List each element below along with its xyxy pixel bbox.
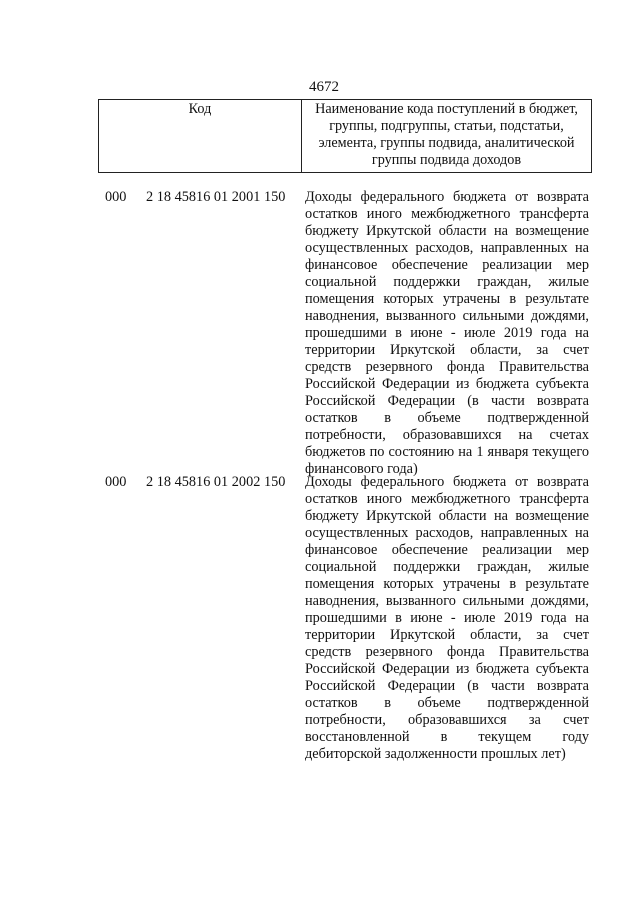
description-line: остатков в объеме подтвержденной <box>305 410 589 426</box>
description-line: прошедшими в июне - июле 2019 года на <box>305 610 589 626</box>
description-line: территории Иркутской области, за счет <box>305 342 589 358</box>
revenue-description <box>305 474 589 763</box>
admin-code: 000 <box>105 474 127 490</box>
description-line: дебиторской задолженности прошлых лет) <box>305 746 566 762</box>
header-code-cell: Код <box>99 100 302 173</box>
description-line: Российской Федерации из бюджета субъекта <box>305 376 589 392</box>
description-line: наводнения, вызванного сильными дождями, <box>305 593 589 609</box>
description-line: территории Иркутской области, за счет <box>305 627 589 643</box>
description-line: бюджету Иркутской области на возмещение <box>305 223 589 239</box>
description-line: социальной поддержки граждан, жилые <box>305 559 589 575</box>
description-line: потребности, образовавшихся на счетах <box>305 427 589 443</box>
description-line: социальной поддержки граждан, жилые <box>305 274 589 290</box>
description-line: Доходы федерального бюджета от возврата <box>305 474 589 490</box>
revenue-description <box>305 189 589 478</box>
description-line: наводнения, вызванного сильными дождями, <box>305 308 589 324</box>
description-line: осуществленных расходов, направленных на <box>305 240 589 256</box>
description-line: остатков в объеме подтвержденной <box>305 695 589 711</box>
description-line: остатков иного межбюджетного трансферта <box>305 206 589 222</box>
description-line: потребности, образовавшихся за счет <box>305 712 589 728</box>
description-line: средств резервного фонда Правительства <box>305 359 589 375</box>
description-line: Российской Федерации (в части возврата <box>305 678 589 694</box>
description-line: Доходы федерального бюджета от возврата <box>305 189 589 205</box>
header-name-cell: Наименование кода поступлений в бюджет, группы, подгруппы, статьи, подстатьи, элемента, группы подвида, аналитической группы подвида доходов <box>302 100 592 173</box>
header-table <box>98 99 592 173</box>
revenue-code: 2 18 45816 01 2002 150 <box>146 474 286 490</box>
page-number: 4672 <box>309 79 339 95</box>
description-line: помещения которых утрачены в результате <box>305 576 589 592</box>
description-line: восстановленной в текущем году <box>305 729 589 745</box>
description-line: Российской Федерации (в части возврата <box>305 393 589 409</box>
description-line: финансовое обеспечение реализации мер <box>305 542 589 558</box>
description-line: Российской Федерации из бюджета субъекта <box>305 661 589 677</box>
revenue-code: 2 18 45816 01 2001 150 <box>146 189 286 205</box>
admin-code: 000 <box>105 189 127 205</box>
description-line: бюджетов по состоянию на 1 января текущего <box>305 444 589 460</box>
description-line: финансового года) <box>305 461 418 477</box>
description-line: помещения которых утрачены в результате <box>305 291 589 307</box>
description-line: осуществленных расходов, направленных на <box>305 525 589 541</box>
description-line: остатков иного межбюджетного трансферта <box>305 491 589 507</box>
description-line: бюджету Иркутской области на возмещение <box>305 508 589 524</box>
description-line: средств резервного фонда Правительства <box>305 644 589 660</box>
description-line: прошедшими в июне - июле 2019 года на <box>305 325 589 341</box>
description-line: финансовое обеспечение реализации мер <box>305 257 589 273</box>
